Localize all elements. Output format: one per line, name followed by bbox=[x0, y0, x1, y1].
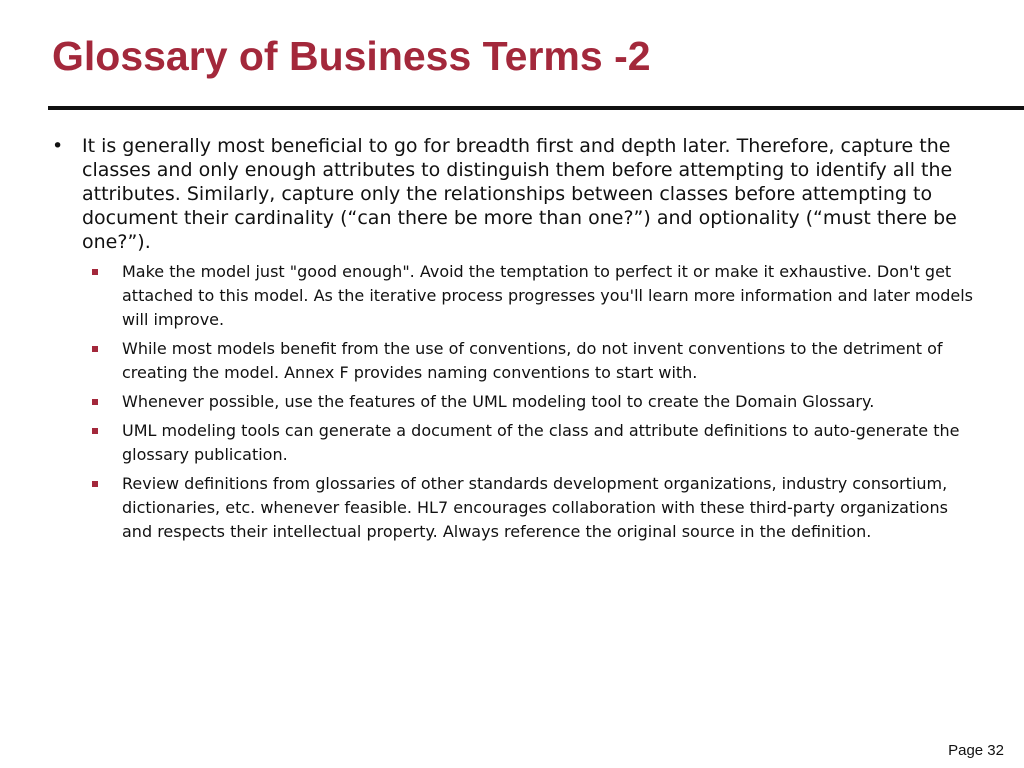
sub-bullet-text: UML modeling tools can generate a document of the class and attribute definitions to auto-generate the glossary publication. bbox=[122, 421, 960, 464]
square-bullet-icon bbox=[92, 428, 98, 434]
main-bullet bbox=[52, 134, 982, 254]
sub-bullet-text: Whenever possible, use the features of the UML modeling tool to create the Domain Glossary. bbox=[122, 392, 875, 411]
sub-bullet bbox=[122, 260, 982, 332]
sub-bullet-text: While most models benefit from the use of conventions, do not invent conventions to the detriment of creating the model. Annex F provides naming conventions to start with. bbox=[122, 339, 943, 382]
slide-content bbox=[52, 134, 982, 549]
square-bullet-icon bbox=[92, 269, 98, 275]
sub-bullet-text: Review definitions from glossaries of other standards development organizations, industry consortium, dictionaries, etc. whenever feasible. HL7 encourages collaboration with these third-party organizations and respects their intellectual property. Always reference the original source in the definition. bbox=[122, 474, 948, 541]
title-divider bbox=[48, 106, 1024, 110]
sub-bullet-text: Make the model just "good enough". Avoid the temptation to perfect it or make it exhaustive. Don't get attached to this model. As the iterative process progresses you'll learn more information and later models will improve. bbox=[122, 262, 974, 329]
sub-bullet bbox=[122, 337, 982, 385]
square-bullet-icon bbox=[92, 346, 98, 352]
slide-title: Glossary of Business Terms -2 bbox=[52, 33, 651, 79]
page-number: Page 32 bbox=[948, 742, 1004, 759]
main-bullet-text: It is generally most beneficial to go for breadth first and depth later. Therefore, capture the classes and only enough attributes to distinguish them before attempting to identify all the attributes. Similarly, capture only the relationships between classes before attempting to document their cardinality (“can there be more than one?”) and optionality (“must there be one?”). bbox=[82, 135, 957, 253]
sub-bullet-list bbox=[52, 260, 982, 544]
square-bullet-icon bbox=[92, 399, 98, 405]
sub-bullet bbox=[122, 419, 982, 467]
bullet-marker: • bbox=[52, 135, 64, 157]
square-bullet-icon bbox=[92, 481, 98, 487]
sub-bullet bbox=[122, 390, 982, 414]
sub-bullet bbox=[122, 472, 982, 544]
